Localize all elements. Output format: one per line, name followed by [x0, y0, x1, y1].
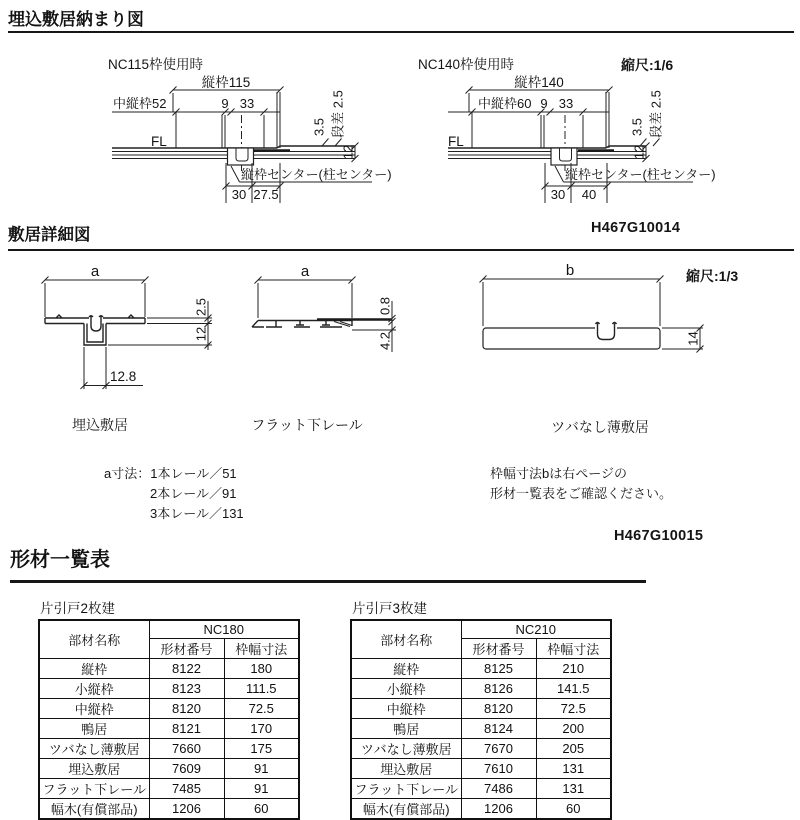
dim-thickness-label: 2.5: [193, 297, 209, 317]
section3-rule: [10, 580, 646, 583]
dim-12-label: 12: [340, 144, 356, 160]
diagram-label: NC140枠使用時: [418, 57, 515, 72]
frame-width-cell: 180: [224, 659, 299, 679]
part-name-cell: 幅木(有償部品): [39, 799, 149, 820]
profile-caption: フラット下レール: [251, 417, 363, 433]
scale-label: 縮尺:1/6: [621, 57, 674, 73]
dim-top-label: 縦枠140: [514, 75, 564, 90]
sill-profile-drawings: [0, 255, 800, 440]
table-row: [351, 759, 611, 779]
center-annotation: 縦枠センター(柱センター): [241, 167, 392, 182]
frame-width-cell: 131: [536, 759, 611, 779]
part-number-cell: 7670: [461, 739, 536, 759]
frame-width-cell: 72.5: [224, 699, 299, 719]
dim-depth-label: 12: [193, 326, 209, 342]
dim-b1-label: 30: [550, 187, 566, 202]
dim-9-label: 9: [540, 96, 548, 111]
col-header-frame-width: 枠幅寸法: [224, 639, 299, 659]
part-name-cell: 縦枠: [39, 659, 149, 679]
dim-top-label: 縦枠115: [201, 75, 251, 90]
frame-width-cell: 200: [536, 719, 611, 739]
part-name-cell: フラット下レール: [39, 779, 149, 799]
frame-width-cell: 131: [536, 779, 611, 799]
dim-33-label: 33: [239, 96, 255, 111]
part-number-cell: 8120: [461, 699, 536, 719]
frame-width-cell: 111.5: [224, 679, 299, 699]
col-header-part-name: 部材名称: [39, 620, 149, 659]
part-name-cell: 小縦枠: [39, 679, 149, 699]
part-number-cell: 8123: [149, 679, 224, 699]
part-number-cell: 8121: [149, 719, 224, 739]
frame-width-cell: 91: [224, 759, 299, 779]
note-b-dim-line2: 形材一覧表をご確認ください。: [490, 486, 673, 501]
dim-width-label: a: [300, 263, 310, 280]
part-number-cell: 1206: [149, 799, 224, 820]
col-group-header: NC180: [149, 620, 299, 639]
part-name-cell: 中縦枠: [39, 699, 149, 719]
frame-width-cell: 72.5: [536, 699, 611, 719]
parts-table-nc210: [350, 619, 612, 820]
part-number-cell: 7660: [149, 739, 224, 759]
dim-b2-label: 27.5: [253, 187, 279, 202]
dim-33-label: 33: [558, 96, 574, 111]
dim-thickness-label: 0.8: [377, 296, 393, 316]
part-number-cell: 7485: [149, 779, 224, 799]
table-row: [351, 799, 611, 820]
col-header-frame-width: 枠幅寸法: [536, 639, 611, 659]
table-row: [39, 739, 299, 759]
dim-b1-label: 30: [231, 187, 247, 202]
part-number-cell: 8122: [149, 659, 224, 679]
section2-title: 敷居詳細図: [8, 226, 91, 244]
sill-body: [483, 328, 660, 349]
frame-width-cell: 205: [536, 739, 611, 759]
section3-title: 形材一覧表: [10, 549, 110, 571]
profile-umekomi-shikii: [42, 263, 213, 433]
diagram-label: NC115枠使用時: [108, 57, 204, 72]
drawing-number-1: H467G10014: [591, 220, 681, 236]
part-number-cell: 7610: [461, 759, 536, 779]
drawing-number-2: H467G10015: [614, 528, 704, 544]
part-name-cell: 鴨居: [39, 719, 149, 739]
table-row: [351, 779, 611, 799]
diagram-nc140: [418, 56, 716, 203]
part-name-cell: 埋込敷居: [39, 759, 149, 779]
table-row: [39, 699, 299, 719]
table-row: [39, 779, 299, 799]
part-name-cell: ツバなし薄敷居: [39, 739, 149, 759]
frame-width-cell: 170: [224, 719, 299, 739]
profile-caption: 埋込敷居: [72, 417, 128, 433]
table-row: [351, 699, 611, 719]
part-name-cell: 幅木(有償部品): [351, 799, 461, 820]
profile-flat-rail: [251, 263, 396, 433]
part-name-cell: 鴨居: [351, 719, 461, 739]
table-row: [39, 659, 299, 679]
profile-thin-sill: [480, 262, 739, 435]
col-group-header: NC210: [461, 620, 611, 639]
frame-width-cell: 91: [224, 779, 299, 799]
dim-3-5-label: 3.5: [311, 117, 327, 137]
section1-title: 埋込敷居納まり図: [8, 10, 144, 29]
profile-caption: ツバなし薄敷居: [551, 419, 649, 435]
dim-b2-label: 40: [581, 187, 597, 202]
diagram-nc115: [108, 56, 392, 203]
dim-12-label: 12: [631, 144, 647, 160]
part-name-cell: 埋込敷居: [351, 759, 461, 779]
part-number-cell: 7609: [149, 759, 224, 779]
frame-width-cell: 60: [224, 799, 299, 820]
frame-width-cell: 60: [536, 799, 611, 820]
part-name-cell: 縦枠: [351, 659, 461, 679]
frame-width-cell: 141.5: [536, 679, 611, 699]
part-name-cell: フラット下レール: [351, 779, 461, 799]
note-a-dim-line1: a寸法：1本レール／51: [104, 466, 237, 481]
floor-level-label: FL: [448, 134, 464, 149]
table-row: [351, 679, 611, 699]
part-number-cell: 8124: [461, 719, 536, 739]
sill-pocket: [228, 148, 254, 165]
frame-width-cell: 175: [224, 739, 299, 759]
frame-width-cell: 210: [536, 659, 611, 679]
table-row: [351, 659, 611, 679]
col-header-part-number: 形材番号: [149, 639, 224, 659]
part-number-cell: 8125: [461, 659, 536, 679]
section2-rule: [8, 249, 794, 251]
dim-3-5-label: 3.5: [629, 117, 645, 137]
step-dim-label: 段差 2.5: [648, 90, 664, 138]
col-header-part-number: 形材番号: [461, 639, 536, 659]
dim-mid-label: 中縦枠60: [478, 96, 532, 111]
dim-width-label: b: [565, 262, 575, 279]
part-number-cell: 1206: [461, 799, 536, 820]
table-row: [39, 719, 299, 739]
table-row: [39, 759, 299, 779]
note-a-dim-line3: 3本レール／131: [150, 506, 244, 521]
part-name-cell: 小縦枠: [351, 679, 461, 699]
col-header-part-name: 部材名称: [351, 620, 461, 659]
installation-detail-diagrams: [0, 0, 800, 215]
center-annotation: 縦枠センター(柱センター): [565, 167, 716, 182]
floor-level-label: FL: [151, 134, 167, 149]
dim-depth-label: 4.2: [377, 331, 393, 351]
table-row: [39, 679, 299, 699]
note-b-dim-line1: 枠幅寸法bは右ページの: [490, 466, 627, 481]
dim-channel-width-label: 12.8: [110, 369, 137, 384]
part-name-cell: ツバなし薄敷居: [351, 739, 461, 759]
part-number-cell: 8120: [149, 699, 224, 719]
dim-height-label: 14: [685, 331, 701, 346]
parts-table-nc180: [38, 619, 300, 820]
part-number-cell: 8126: [461, 679, 536, 699]
table-row: [351, 719, 611, 739]
parts-table-block-2panel: [38, 597, 300, 820]
table-title: 片引戸2枚建: [40, 601, 116, 616]
part-number-cell: 7486: [461, 779, 536, 799]
dim-mid-label: 中縦枠52: [113, 96, 167, 111]
table-row: [39, 799, 299, 820]
dim-9-label: 9: [221, 96, 229, 111]
step-dim-label: 段差 2.5: [330, 90, 346, 138]
parts-table-block-3panel: [350, 597, 612, 820]
table-title: 片引戸3枚建: [352, 601, 428, 616]
note-a-dim-line2: 2本レール／91: [150, 486, 237, 501]
sill-pocket: [551, 148, 577, 165]
dim-width-label: a: [90, 263, 100, 280]
part-name-cell: 中縦枠: [351, 699, 461, 719]
scale-label: 縮尺:1/3: [686, 268, 739, 284]
table-row: [351, 739, 611, 759]
